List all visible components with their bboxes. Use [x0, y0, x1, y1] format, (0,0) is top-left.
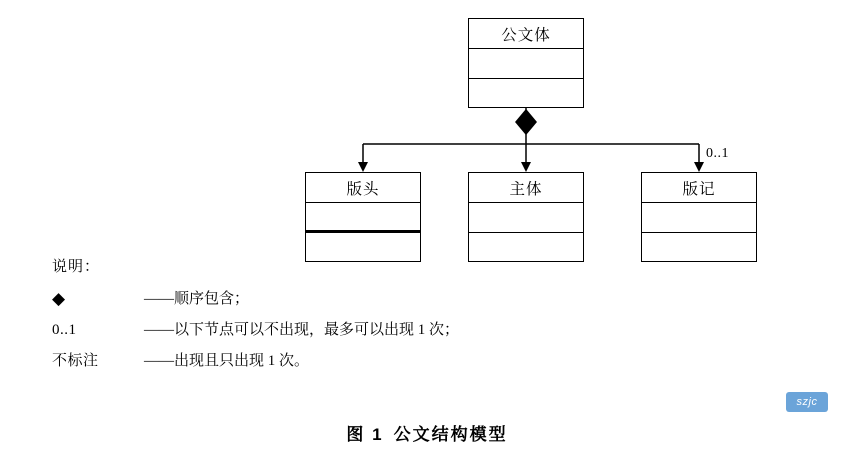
multiplicity-label-banji: 0..1 [706, 146, 729, 161]
uml-class-attributes [469, 203, 583, 233]
watermark-logo: szjc [786, 392, 828, 412]
uml-class-name: 版头 [306, 173, 420, 203]
uml-class-attributes [469, 49, 583, 79]
figure-caption-number: 图 1 [346, 425, 384, 444]
legend-item [52, 352, 472, 370]
uml-class-banji [641, 172, 757, 262]
composition-diamond-icon: ◆ [52, 289, 66, 308]
legend-item-description: ——以下节点可以不出现，最多可以出现 1 次； [144, 322, 460, 338]
legend-title: 说明： [52, 259, 101, 275]
uml-class-operations [469, 233, 583, 263]
legend-item-description: ——出现且只出现 1 次。 [144, 353, 310, 369]
legend-item [52, 321, 472, 339]
uml-class-zhuti [468, 172, 584, 262]
legend-item-description: ——顺序包含； [144, 291, 250, 307]
uml-class-operations [642, 233, 756, 263]
legend [52, 255, 472, 383]
uml-class-name: 版记 [642, 173, 756, 203]
legend-item [52, 290, 472, 308]
uml-class-gongwenti [468, 18, 584, 108]
uml-class-bantou [305, 172, 421, 262]
uml-class-operations [469, 79, 583, 109]
uml-class-name: 公文体 [469, 19, 583, 49]
figure-caption-title: 公文结构模型 [393, 425, 508, 444]
uml-class-attributes [642, 203, 756, 233]
uml-class-attributes [306, 203, 420, 233]
uml-class-name: 主体 [469, 173, 583, 203]
legend-item-key: 0..1 [52, 322, 77, 338]
figure-caption [0, 420, 854, 445]
legend-item-key: 不标注 [52, 353, 99, 369]
